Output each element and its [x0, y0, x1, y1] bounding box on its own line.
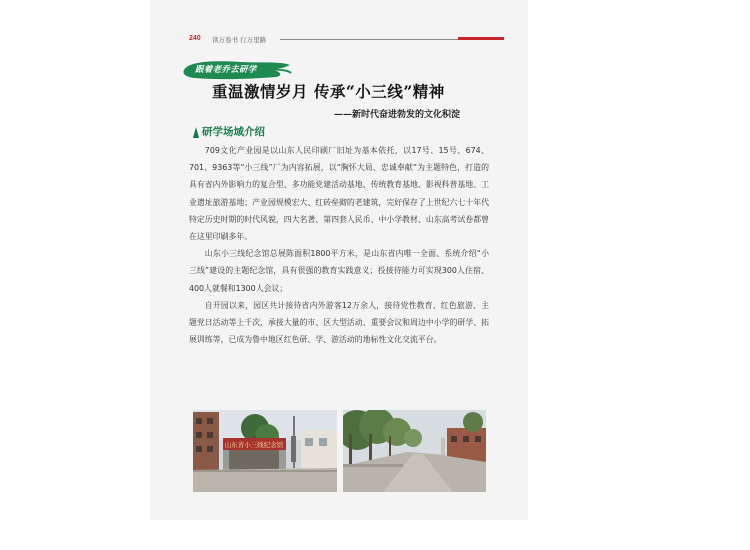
section-title: 研学场域介绍	[202, 126, 265, 138]
photo-memorial-gate	[193, 410, 337, 492]
gate-sign: 山东省小三线纪念馆	[224, 441, 284, 449]
badge-label: 跟着老乔去研学	[195, 65, 257, 75]
photo-tree-lined-road	[343, 410, 486, 492]
header-rule	[280, 39, 458, 40]
header-accent-bar	[458, 37, 504, 40]
article-title: 重温激情岁月 传承“小三线”精神	[212, 82, 445, 101]
column-badge	[180, 58, 292, 82]
paragraph-2: 山东小三线纪念馆总展陈面积1800平方米，是山东省内唯一全面、系统介绍“小三线”建设的主题纪念馆，具有很强的教育实践意义；投接待能力可实现300人住宿、400人就餐和1300人会议；	[189, 249, 489, 293]
section-marker-icon	[193, 127, 199, 138]
article-body	[189, 142, 489, 348]
article-subtitle: ——新时代奋进勃发的文化积淀	[334, 110, 461, 120]
paragraph-1: 709文化产业园是以山东人民印刷厂旧址为基本依托，以17号、15号、674、701、9363等“小三线”厂为内容拓展，以“胸怀大局、忠诚奉献”为主题特色，打造的具有省内外影响力的复合型、多功能党建活动基地、传统教育基地、影视科普基地、工业遗址旅游基地；产业园规模宏大、红砖垒砌的老建筑，完好保存了上世纪六七十年代特定历史时期的时代风貌，四大名著、第四套人民币、中小学教材、山东高考试卷都曾在这里印刷多年。	[189, 146, 489, 242]
running-title: 读万卷书 行万里路	[212, 36, 267, 44]
paragraph-3: 自开园以来，园区共计接待省内外游客12万余人，接待党性教育、红色旅游、主题党日活动等上千次，承接大量的市、区大型活动、重要会议和周边中小学的研学、拓展训练等，已成为鲁中地区红色研、学、游活动的地标性文化交流平台。	[189, 300, 489, 345]
page-number: 240	[189, 35, 201, 42]
